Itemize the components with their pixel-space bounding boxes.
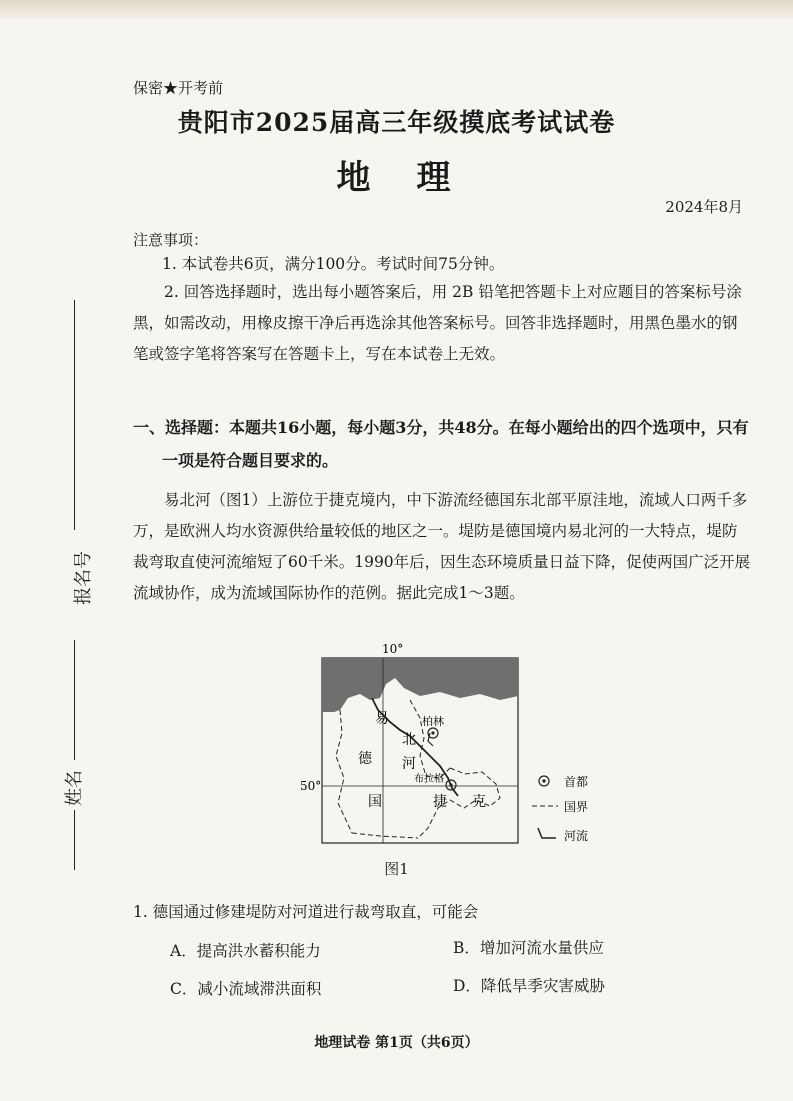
map-label-czech-2: 克 — [472, 794, 486, 810]
exam-date: 2024年8月 — [665, 198, 743, 216]
border-east — [410, 700, 450, 778]
map-label-river-1: 易 — [375, 711, 389, 727]
elbe-map — [300, 638, 610, 853]
exam-title: 贵阳市2025届高三年级摸底考试试卷 — [177, 108, 616, 137]
notice-title: 注意事项： — [133, 231, 209, 249]
notice-item-1: 1. 本试卷共6页，满分100分。考试时间75分钟。 — [162, 255, 505, 273]
map-label-czech-1: 捷 — [433, 794, 447, 810]
section-heading-line1: 一、选择题：本题共16小题，每小题3分，共48分。在每小题给出的四个选项中，只有 — [133, 418, 749, 437]
name-line-top — [74, 640, 75, 760]
border-south — [352, 833, 418, 838]
question-1-option-d[interactable]: D．降低旱季灾害威胁 — [453, 977, 605, 995]
border-west — [336, 710, 352, 833]
map-label-berlin: 柏林 — [422, 715, 444, 728]
figure-caption: 图1 — [384, 860, 409, 878]
exam-no-label: 报名号 — [73, 551, 94, 605]
question-1-option-c[interactable]: C．减小流域滞洪面积 — [170, 980, 322, 998]
berlin-dot — [431, 731, 434, 734]
section-heading — [133, 411, 753, 477]
prague-dot — [449, 783, 452, 786]
passage: 易北河（图1）上游位于捷克境内，中下游流经德国东北部平原洼地，流域人口两千多万，是欧洲人均水资源供给量较低的地区之一。堤防是德国境内易北河的一大特点，堤防裁弯取直使河流缩短了60千米。1990年后，因生态环境质量日益下降，促使两国广泛开展流域协作，成为流域国际协作的范例。据此完成1～3题。 — [133, 491, 751, 602]
page-footer: 地理试卷 第1页（共6页） — [314, 1035, 479, 1051]
exam-no-line — [74, 300, 75, 530]
section-heading-line2: 一项是符合题目要求的。 — [162, 451, 339, 470]
subject-title: 地 理 — [336, 158, 457, 198]
question-1-stem: 1. 德国通过修建堤防对河道进行裁弯取直，可能会 — [133, 903, 479, 921]
paper-edge — [0, 0, 793, 18]
lon-label: 10° — [382, 642, 404, 656]
legend-border-label: 国界 — [564, 800, 589, 814]
map-label-prague: 布拉格 — [414, 774, 444, 785]
map-label-germany-1: 德 — [358, 751, 372, 767]
secret-mark: 保密★开考前 — [133, 79, 224, 97]
legend-river-label: 河流 — [564, 829, 589, 843]
notice-item-2: 2. 回答选择题时，选出每小题答案后，用 2B 铅笔把答题卡上对应题目的答案标号涂黑，如需改动，用橡皮擦干净后再选涂其他答案标号。回答非选择题时，用黑色墨水的钢笔或签字笔将答案写在答题卡上，写在本试卷上无效。 — [133, 283, 742, 363]
name-label: 姓名 — [64, 770, 85, 806]
legend-river-icon — [538, 828, 556, 838]
question-1-option-a[interactable]: A．提高洪水蓄积能力 — [170, 942, 321, 960]
lat-label: 50° — [300, 779, 322, 793]
sea-area — [322, 658, 518, 712]
map-label-river-2: 北 — [402, 732, 416, 748]
question-1-option-b[interactable]: B．增加河流水量供应 — [453, 939, 604, 957]
map-label-river-3: 河 — [402, 756, 416, 772]
map-label-germany-2: 国 — [368, 794, 382, 810]
legend-capital-label: 首都 — [564, 775, 589, 789]
